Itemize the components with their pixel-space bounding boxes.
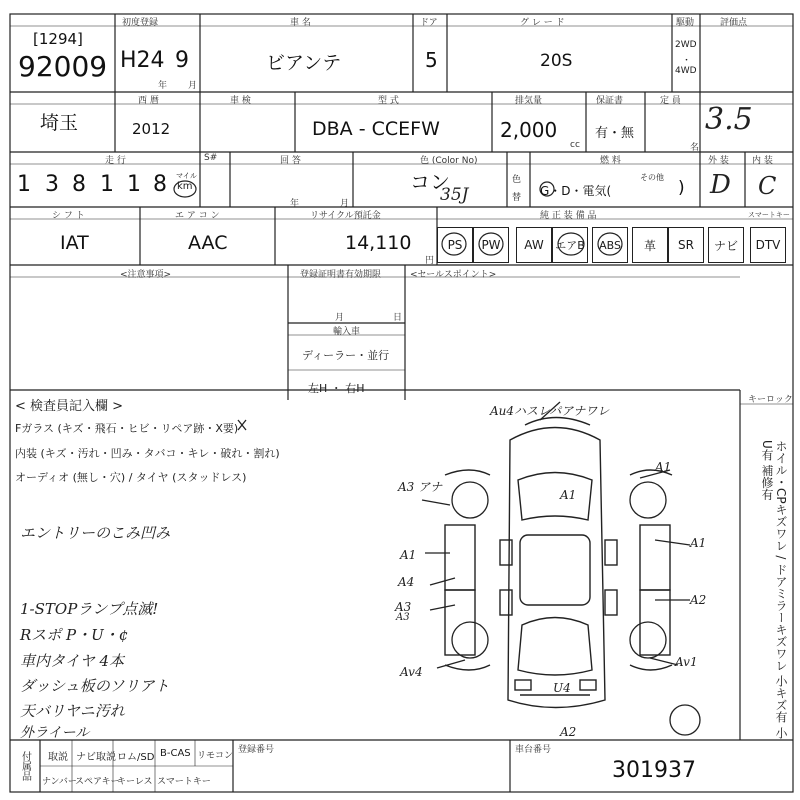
western-year: 2012 — [132, 120, 171, 138]
option-dtv: DTV — [750, 227, 786, 263]
interior-grade: C — [758, 172, 777, 200]
capacity-label: 定 員 — [660, 96, 681, 106]
keylock-label: キーロック — [748, 395, 793, 405]
expiry-day: 日 — [393, 313, 403, 323]
diagram-note-a4-ld: A4 — [398, 575, 415, 589]
lot-number: 92009 — [18, 50, 108, 83]
keyless-label: スマートキー — [748, 211, 790, 219]
month-unit: 月 — [188, 81, 198, 91]
acc-rom-sd: ロム/SD — [117, 752, 155, 763]
hand-note-3: Rスポ P・U・¢ — [20, 626, 129, 644]
exterior-grade: D — [710, 170, 731, 200]
color-code: 35J — [440, 185, 469, 205]
hand-note-2: 1-STOPランプ点滅! — [20, 600, 159, 618]
interior-line: 内装 (キズ・汚れ・凹み・タバコ・キレ・破れ・割れ) — [15, 447, 280, 460]
mileage-unit-km: km — [177, 181, 193, 192]
expiry-month: 月 — [335, 313, 345, 323]
location: 埼玉 — [40, 112, 79, 134]
score-label: 評価点 — [720, 18, 748, 28]
recycle-value: 14,110 — [345, 232, 412, 254]
audio-tire-line: オーディオ (無し・穴) / タイヤ (スタッドレス) — [15, 471, 247, 484]
s-number-label: S# — [204, 153, 218, 163]
recall-label: 回 答 — [280, 156, 301, 166]
hand-note-7: 外ライール — [20, 725, 90, 741]
grade-label: グ レ ー ド — [520, 18, 565, 28]
acc-number: ナンバー — [42, 777, 77, 787]
recall-year: 年 — [290, 199, 300, 209]
color-name: コン — [410, 170, 450, 194]
option-sr: SR — [668, 227, 704, 263]
capacity-unit: 名 — [690, 143, 700, 153]
fuel-label: 燃 料 — [600, 156, 621, 166]
diagram-note-av1: Av1 — [675, 655, 698, 669]
diagram-note-a2-bottom: A2 — [560, 725, 577, 739]
diagram-note-a1-rf: A1 — [655, 460, 672, 474]
caution-label: <注意事項> — [120, 270, 172, 280]
cc-unit: cc — [570, 140, 580, 150]
glass-line: Fガラス (キズ・飛石・ヒビ・リペア跡・X要) — [15, 422, 239, 435]
option-ps: PS — [437, 227, 473, 263]
drive-2wd: 2WD — [675, 40, 697, 50]
score-value: 3.5 — [705, 102, 753, 137]
diagram-note-top: Au4ハスレパアナワレ — [490, 404, 610, 418]
inspector-title: < 検査員記入欄 > — [15, 399, 124, 414]
hand-note-1: エントリーのこみ凹み — [20, 524, 171, 542]
frame-label: 車台番号 — [515, 745, 552, 755]
expiry-label: 登録証明書有効期限 — [300, 270, 382, 280]
shift-value: IAT — [60, 232, 89, 254]
diagram-note-a3-ld: A3 — [395, 600, 412, 614]
exterior-label: 外 装 — [708, 156, 729, 166]
year-unit: 年 — [158, 81, 168, 91]
hand-note-5: ダッシュ板のソリアト — [20, 677, 170, 695]
car-name-label: 車 名 — [290, 18, 311, 28]
registration-label: 登録番号 — [238, 745, 275, 755]
acc-keyless: キーレス — [117, 777, 153, 787]
shift-label: シ フ ト — [52, 211, 85, 221]
recycle-unit: 円 — [425, 256, 435, 266]
fuel-options: G・D・電気( — [540, 184, 612, 198]
aircon-value: AAC — [188, 232, 228, 254]
hand-note-6: 天バリヤニ汚れ — [20, 702, 125, 720]
doors: 5 — [425, 48, 438, 72]
mileage-digit-3: 8 — [72, 172, 86, 197]
drive-label: 駆動 — [676, 18, 695, 28]
reg-month: 9 — [175, 48, 189, 73]
mileage-digit-1: 1 — [17, 172, 31, 197]
option-navi: ナビ — [708, 227, 744, 263]
model-label: 型 式 — [378, 96, 399, 106]
mileage-digit-6: 8 — [153, 172, 167, 197]
recall-month: 月 — [340, 199, 350, 209]
grade: 20S — [540, 51, 573, 71]
dealer-option: ディーラー・並行 — [302, 349, 390, 362]
diagram-note-a1-roof: A1 — [560, 488, 577, 502]
car-diagram — [445, 418, 672, 708]
diagram-note-a3-small: A3 — [396, 612, 410, 623]
western-label: 西 暦 — [138, 96, 159, 106]
fuel-close: ) — [678, 178, 685, 198]
aircon-label: エ ア コ ン — [175, 211, 220, 221]
acc-navi-manual: ナビ取説 — [76, 752, 116, 763]
mileage-digit-4: 1 — [100, 172, 114, 197]
color-change-2: 替 — [512, 193, 522, 203]
diagram-note-a1-lf: A1 — [400, 548, 417, 562]
warranty: 有・無 — [595, 126, 635, 141]
acc-smart-key: スマートキー — [157, 777, 211, 787]
color-label: 色 (Color No) — [420, 156, 478, 166]
engine-cc: 2,000 — [500, 118, 558, 142]
diagram-note-a3-top: A3 アナ — [398, 480, 443, 494]
lot-label: [1294] — [33, 30, 83, 48]
displacement-label: 排気量 — [515, 96, 543, 106]
acc-bcas: B-CAS — [160, 748, 191, 759]
mileage-unit-mile: マイル — [176, 172, 197, 180]
steering-option: 左H ・ 右H — [308, 382, 365, 395]
option-leather: 革 — [632, 227, 668, 263]
acc-spare-key: スペアキー — [75, 777, 120, 787]
frame-number: 301937 — [612, 758, 696, 783]
equipment-label: 純 正 装 備 品 — [540, 211, 597, 221]
car-name: ビアンテ — [266, 52, 342, 74]
drive-sep: ・ — [682, 56, 692, 66]
doors-label: ドア — [420, 18, 438, 28]
mileage-label: 走 行 — [105, 156, 126, 166]
option-airbag: エアB — [552, 227, 588, 263]
warranty-label: 保証書 — [596, 96, 624, 106]
diagram-note-a2-rr: A2 — [690, 593, 707, 607]
acc-manual: 取説 — [48, 752, 68, 763]
import-label: 輸入車 — [333, 327, 361, 337]
inspection-label: 車 検 — [230, 96, 251, 106]
fuel-other: その他 — [640, 173, 664, 182]
option-pw: PW — [473, 227, 509, 263]
side-legend: ホイル・CPキズワレ / ドアミラーキズワレ 小キズ有 小U有 補修有 — [760, 440, 788, 739]
diagram-note-a1-rd: A1 — [690, 536, 707, 550]
hand-note-4: 車内タイヤ 4本 — [20, 652, 125, 670]
option-abs: ABS — [592, 227, 628, 263]
first-reg-label: 初度登録 — [122, 18, 159, 28]
diagram-note-u4: U4 — [553, 681, 571, 695]
option-aw: AW — [516, 227, 552, 263]
reg-year: H24 — [120, 48, 165, 73]
color-change-1: 色 — [512, 175, 522, 185]
accessory-label: 付属品 — [19, 751, 31, 781]
drive-4wd: 4WD — [675, 66, 697, 76]
mileage-digit-5: 1 — [127, 172, 141, 197]
sales-point-label: <セールスポイント> — [410, 270, 497, 280]
mileage-digit-2: 3 — [45, 172, 59, 197]
interior-label: 内 装 — [752, 156, 773, 166]
diagram-note-av4: Av4 — [400, 665, 423, 679]
acc-remote: リモコン — [197, 751, 234, 761]
model-code: DBA - CCEFW — [312, 118, 440, 140]
recycle-label: リサイクル預託金 — [310, 211, 381, 221]
